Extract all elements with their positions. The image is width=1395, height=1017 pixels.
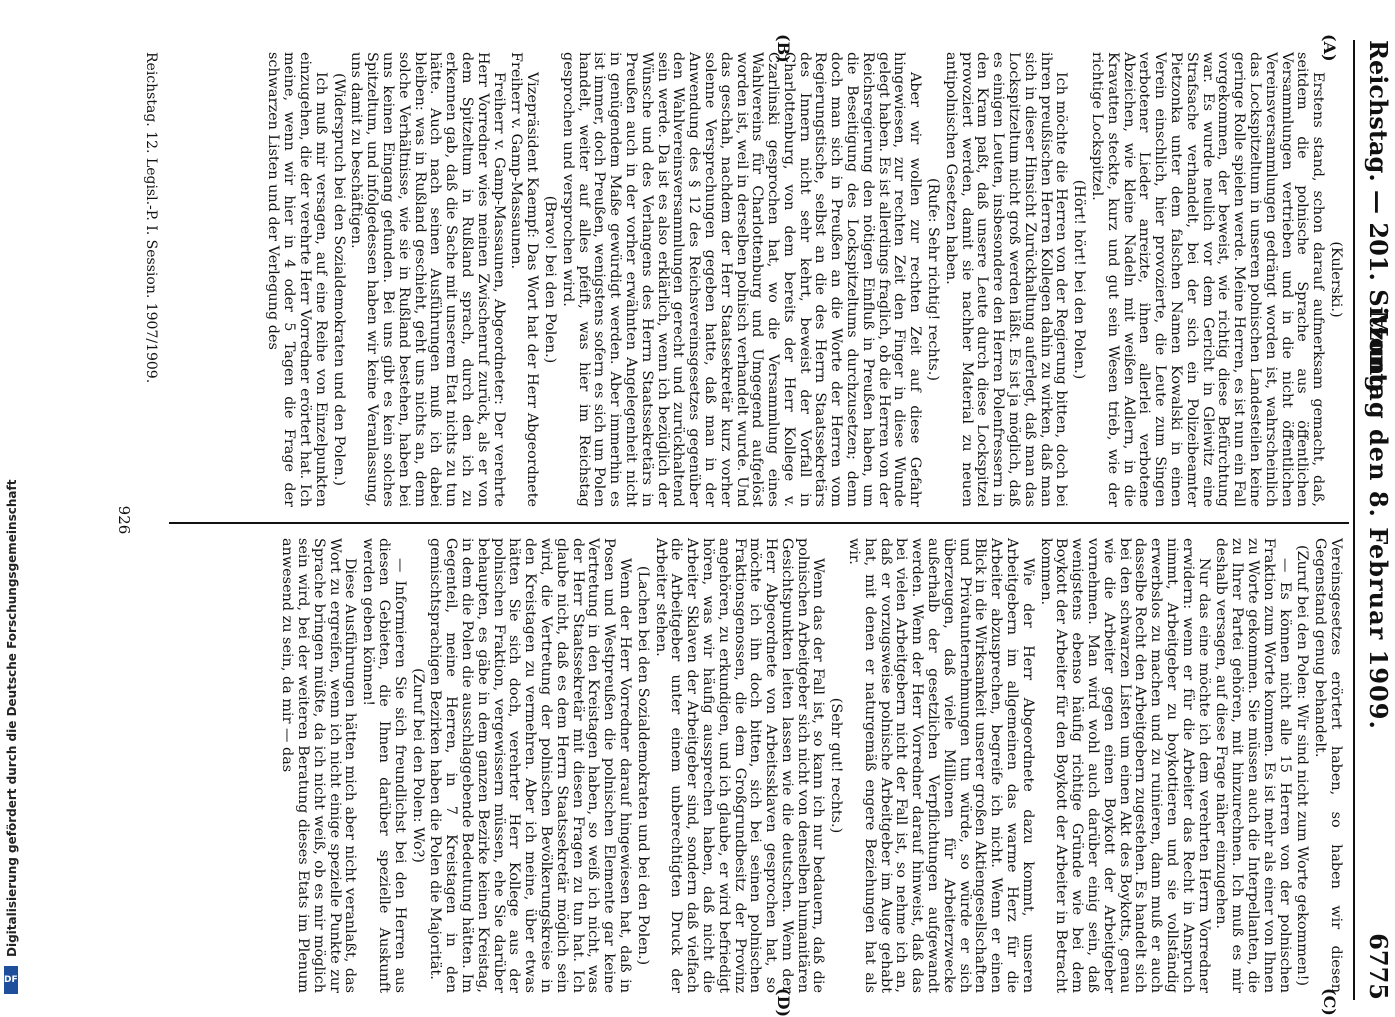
interjection: (Rufe: Sehr richtig! rechts.) bbox=[925, 178, 942, 381]
paragraph: Nur das eine möchte ich dem verehrten Herrn Vorredner erwidern: wenn er für die Arbeiter das Recht in Anspruch nimmt, Arbeitgeber zu boykottieren und sie vollständig erwerbslos zu machen und zu ruinieren, dann muß er auch dasselbe Recht den Arbeitgebern zugestehen. Es handelt sich bei den schwarzen Listen um einen Akt des Boykotts, genau wie die Arbeiter gegen einen Boykott der Arbeitgeber vornehmen. Man wird wohl auch darüber einig sein, daß wenigstens ebenso häufig richtige Gründe wie bei dem Boykott der Arbeiter für den Boykott der Arbeiter in Betracht kommen. bbox=[1037, 538, 1212, 993]
left-column bbox=[263, 52, 1343, 507]
margin-marker-d: (D) bbox=[774, 988, 793, 1017]
paragraph: Diese Ausführungen hätten mich aber nicht veranlaßt, das Wort zu ergreifen, wenn ich nicht einige spezielle Punkte zur Sprache bringen müßte, da ich nicht weiß, ob es mir möglich sein wird, bei der weiteren Beratung dieses Etats im Plenum anwesend zu sein, da mir — das bbox=[279, 538, 359, 993]
dfg-logo: DFG bbox=[4, 966, 18, 994]
digitization-credit-text: Digitalisierung gefördert durch die Deutsche Forschungsgemeinschaft bbox=[5, 479, 19, 957]
right-column bbox=[276, 538, 1343, 993]
interjection: (Hört! hört! bei den Polen.) bbox=[1071, 179, 1088, 380]
margin-marker-a: (A) bbox=[1320, 34, 1339, 62]
reichstag-protocol-sheet bbox=[95, 34, 1395, 1017]
interjection: (Widerspruch bei den Sozialdemokraten und den Polen.) bbox=[330, 73, 347, 486]
interjection: (Zuruf bei den Polen: Wo?) bbox=[409, 668, 426, 863]
paragraph: — Es können nicht alle 15 Herren von der polnischen Fraktion zum Worte kommen. Es ist mehr als einer von Ihnen zu Worte gekommen. Sie müssen auch die Interpellanten, die zu Ihrer Partei gehören, mit hinzurechnen. Ich muß es mir deshalb versagen, auf diese Frage näher einzugehen. bbox=[1213, 538, 1293, 993]
header-page-number: 6775 bbox=[1364, 933, 1393, 1000]
paragraph: Wenn der Herr Vorredner darauf hingewiesen hat, daß in Posen und Westpreußen die polnischen Elemente gar keine Vertretung in den Kreistagen haben, so weiß ich nicht, was der Herr Staatssekretär mit diesen Fragen zu tun hat. Ich glaube nicht, daß es dem Herrn Staatssekretär möglich sein wird, die Vertretung der polnischen Bevölkerungskreise in den Kreistagen zu vermehren. Aber ich meine, über etwas hätten Sie sich doch, verehrter Herr Kollege aus der polnischen Fraktion, vergewissern müssen, ehe Sie darüber behaupten, es gäbe in dem ganzen Bezirke keinen Kreistag, in dem die Polen die ausschlaggebende Bedeutung hätten. Im Gegenteil, meine Herren, in 7 Kreistagen in den gemischtsprachigen Bezirken haben die Polen die Majorität. bbox=[427, 538, 633, 993]
paragraph: Vereinsgesetzes erörtert haben, so haben wir diesen Gegenstand genug behandelt. bbox=[1312, 538, 1344, 993]
paragraph: Ich muß mir versagen, auf eine Reihe von Einzelpunkten einzugehen, die der verehrte Herr Vorredner erörtert hat. Ich meine, wenn wir hier in 4 oder 5 Tagen die Frage der schwarzen Listen und der Verlegung des bbox=[265, 52, 329, 507]
paragraph: — Informieren Sie sich freundlichst bei den Herren aus diesen Gebieten, die Ihnen darüber spezielle Auskunft werden geben können! bbox=[360, 538, 408, 993]
paragraph: Ich möchte die Herren von der Regierung bitten, doch bei ihren preußischen Herren Kollegen dahin zu wirken, daß man sich in dieser Hinsicht Zurückhaltung auferlegt, daß man das Lockspitzeltum nicht groß werden läßt. Es ist ja möglich, daß es einigen Leuten, insbesondere den Herren Polenfressern in den Kram paßt, daß unsere Leute durch diese Lockspitzel provoziert werden, damit sie nachher Material zu neuen antipolnischen Gesetzen haben. bbox=[942, 52, 1070, 507]
page-header bbox=[1355, 40, 1395, 1000]
paragraph: Vizepräsident Kaempf: Das Wort hat der Herr Abgeordnete Freiherr v. Gamp-Massaunen. bbox=[508, 52, 541, 507]
paragraph: Wie der Herr Abgeordnete dazu kommt, unseren Arbeitgebern im allgemeinen das warme Herz für die Arbeiter abzusprechen, begreife ich nicht. Wenn er einen Blick in die Wirksamkeit unserer großen Aktiengesellschaften und Privatunternehmungen tun würde, so würde er sich überzeugen, daß viele Millionen für Arbeiterzwecke außerhalb der gesetzlichen Verpflichtungen aufgewandt werden. Wenn der Herr Vorredner darauf hinweist, daß das bei vielen Arbeitgebern nicht der Fall ist, so nehme ich an, daß er vorzugsweise polnische Arbeitgeber im Auge gehabt hat, mit denen er naturgemäß engere Beziehungen hat als wir. bbox=[846, 538, 1036, 993]
header-rule bbox=[1353, 40, 1355, 1000]
header-left: Reichstag. — 201. Sitzung. bbox=[1364, 40, 1393, 401]
bottom-page-number: 926 bbox=[115, 505, 133, 535]
column-divider bbox=[169, 522, 1349, 524]
interjection: (Bravo! bei den Polen.) bbox=[541, 195, 558, 364]
header-date: Montag den 8. Februar 1909. bbox=[1364, 310, 1393, 730]
speaker-tag: (Kulerski.) bbox=[1328, 241, 1344, 318]
margin-marker-b: (B) bbox=[774, 34, 793, 63]
paragraph: Erstens stand, schon darauf aufmerksam gemacht, daß, seitdem die polnische Sprache aus öffentlichen Versammlungen vertrieben und in die nicht öffentlichen Vereinsversammlungen gedrängt worden ist, wahrscheinlich das Lockspitzeltum in unseren polnischen Landesteilen keine geringe Rolle spielen werde. Meine Herren, es ist nun ein Fall vorgekommen, der beweist, wie richtig diese Befürchtung war. Es wurde neulich vor dem Gericht in Gleiwitz eine Strafsache verhandelt, bei der sich ein Polizeibeamter Pietzonka unter dem falschen Namen Kowalski in einen Verein einschlich, hier provozierte, die Leute zum Singen verbotener Lieder anreizte, ihnen allerlei verbotene Abzeichen, wie kleine Nadeln mit weißen Adlern, in die Kravatten steckte, kurz und gut sein Wesen trieb, wie der richtige Lockspitzel. bbox=[1089, 52, 1327, 507]
digitization-credit-bar bbox=[2, 0, 26, 1000]
interjection: (Zuruf bei den Polen: Wir sind nicht zum Worte gekommen!) bbox=[1294, 544, 1311, 987]
paragraph: Aber wir wollen zur rechten Zeit auf diese Gefahr hingewiesen, zur rechten Zeit den Finger in diese Wunde gelegt haben. Es ist allerdings fraglich, ob die Herren von der Reichsregierung den nötigen Einfluß in Preußen haben, um die Beseitigung des Lockspitzeltums durchzusetzen; denn doch man sich in Preußen an die Worte der Herren vom Regierungstische, selbst an die des Herrn Staatssekretärs des Innern nicht sehr kehrt, beweist der Vorfall in Charlottenburg, von dem bereits der Herr Kollege v. Czarlinski gesprochen hat, wo die Versammlung eines Wahlvereins für Charlottenburg und Umgegend aufgelöst worden ist, weil in derselben polnisch verhandelt wurde. Und das geschah, nachdem der Herr Staatssekretär kurz vorher solenne Versprechungen gegeben hatte, daß man in der Anwendung des § 12 des Reichsvereinsgesetzes gegenüber den Wahlvereinsversammlungen gerecht und zurückhaltend sein werde. Da ist es also erklärlich, wenn ich bezüglich der Wünsche und des Verlangens des Herrn Staatssekretärs in Preußen auch in der vorher erwähnten Angelegenheit nicht in genügendem Maße gewürdigt werden. Aber immerhin es ist immer, doch Preußen, wenigstens sofern es sich um Polen handelt, weiter auf alles pfeift, was hier im Reichstag gesprochen und versprochen wird. bbox=[559, 52, 924, 507]
page-footer: Reichstag. 12. Legisl.-P. I. Session. 1907/1909. bbox=[143, 52, 159, 384]
interjection: (Sehr gut! rechts.) bbox=[828, 697, 845, 834]
interjection: (Lachen bei den Sozialdemokraten und bei den Polen.) bbox=[634, 565, 651, 966]
paragraph: Wenn das der Fall ist, so kann ich nur bedauern, daß die polnischen Arbeitgeber sich nicht von denselben humanitären Gesichtspunkten leiten lassen wie die deutschen. Wenn der Herr Abgeordnete von Arbeitssklaven gesprochen hat, so möchte ich ihn doch bitten, sich bei seinen polnischen Fraktionsgenossen, die dem Großgrundbesitz der Provinz angehören, zu erkundigen, und ich glaube, er wird befriedigt hören, was wir häufig aussprechen haben, daß nicht die Arbeiter Sklaven der Arbeitgeber sind, sondern daß vielfach die Arbeitgeber unter einem unberechtigten Druck der Arbeiter stehen. bbox=[652, 538, 827, 993]
paragraph: Freiherr v. Gamp-Massaunen, Abgeordneter: Der verehrte Herr Vorredner wies meinen Zwischenruf zurück, als er von dem Spitzeltum in Rußland sprach, durch den ich zu erkennen gab, daß die Sache mit unserem Etat nichts zu tun hätte. Auch nach seinen Ausführungen muß ich dabei bleiben: was in Rußland geschieht, geht uns nichts an, denn solche Verhältnisse, wie sie in Rußland bestehen, haben bei uns keinen Eingang gefunden. Bei uns gibt es kein solches Spitzeltum, und infolgedessen haben wir keine Veranlassung, uns damit zu beschäftigen. bbox=[348, 52, 507, 507]
margin-marker-c: (C) bbox=[1320, 988, 1339, 1016]
